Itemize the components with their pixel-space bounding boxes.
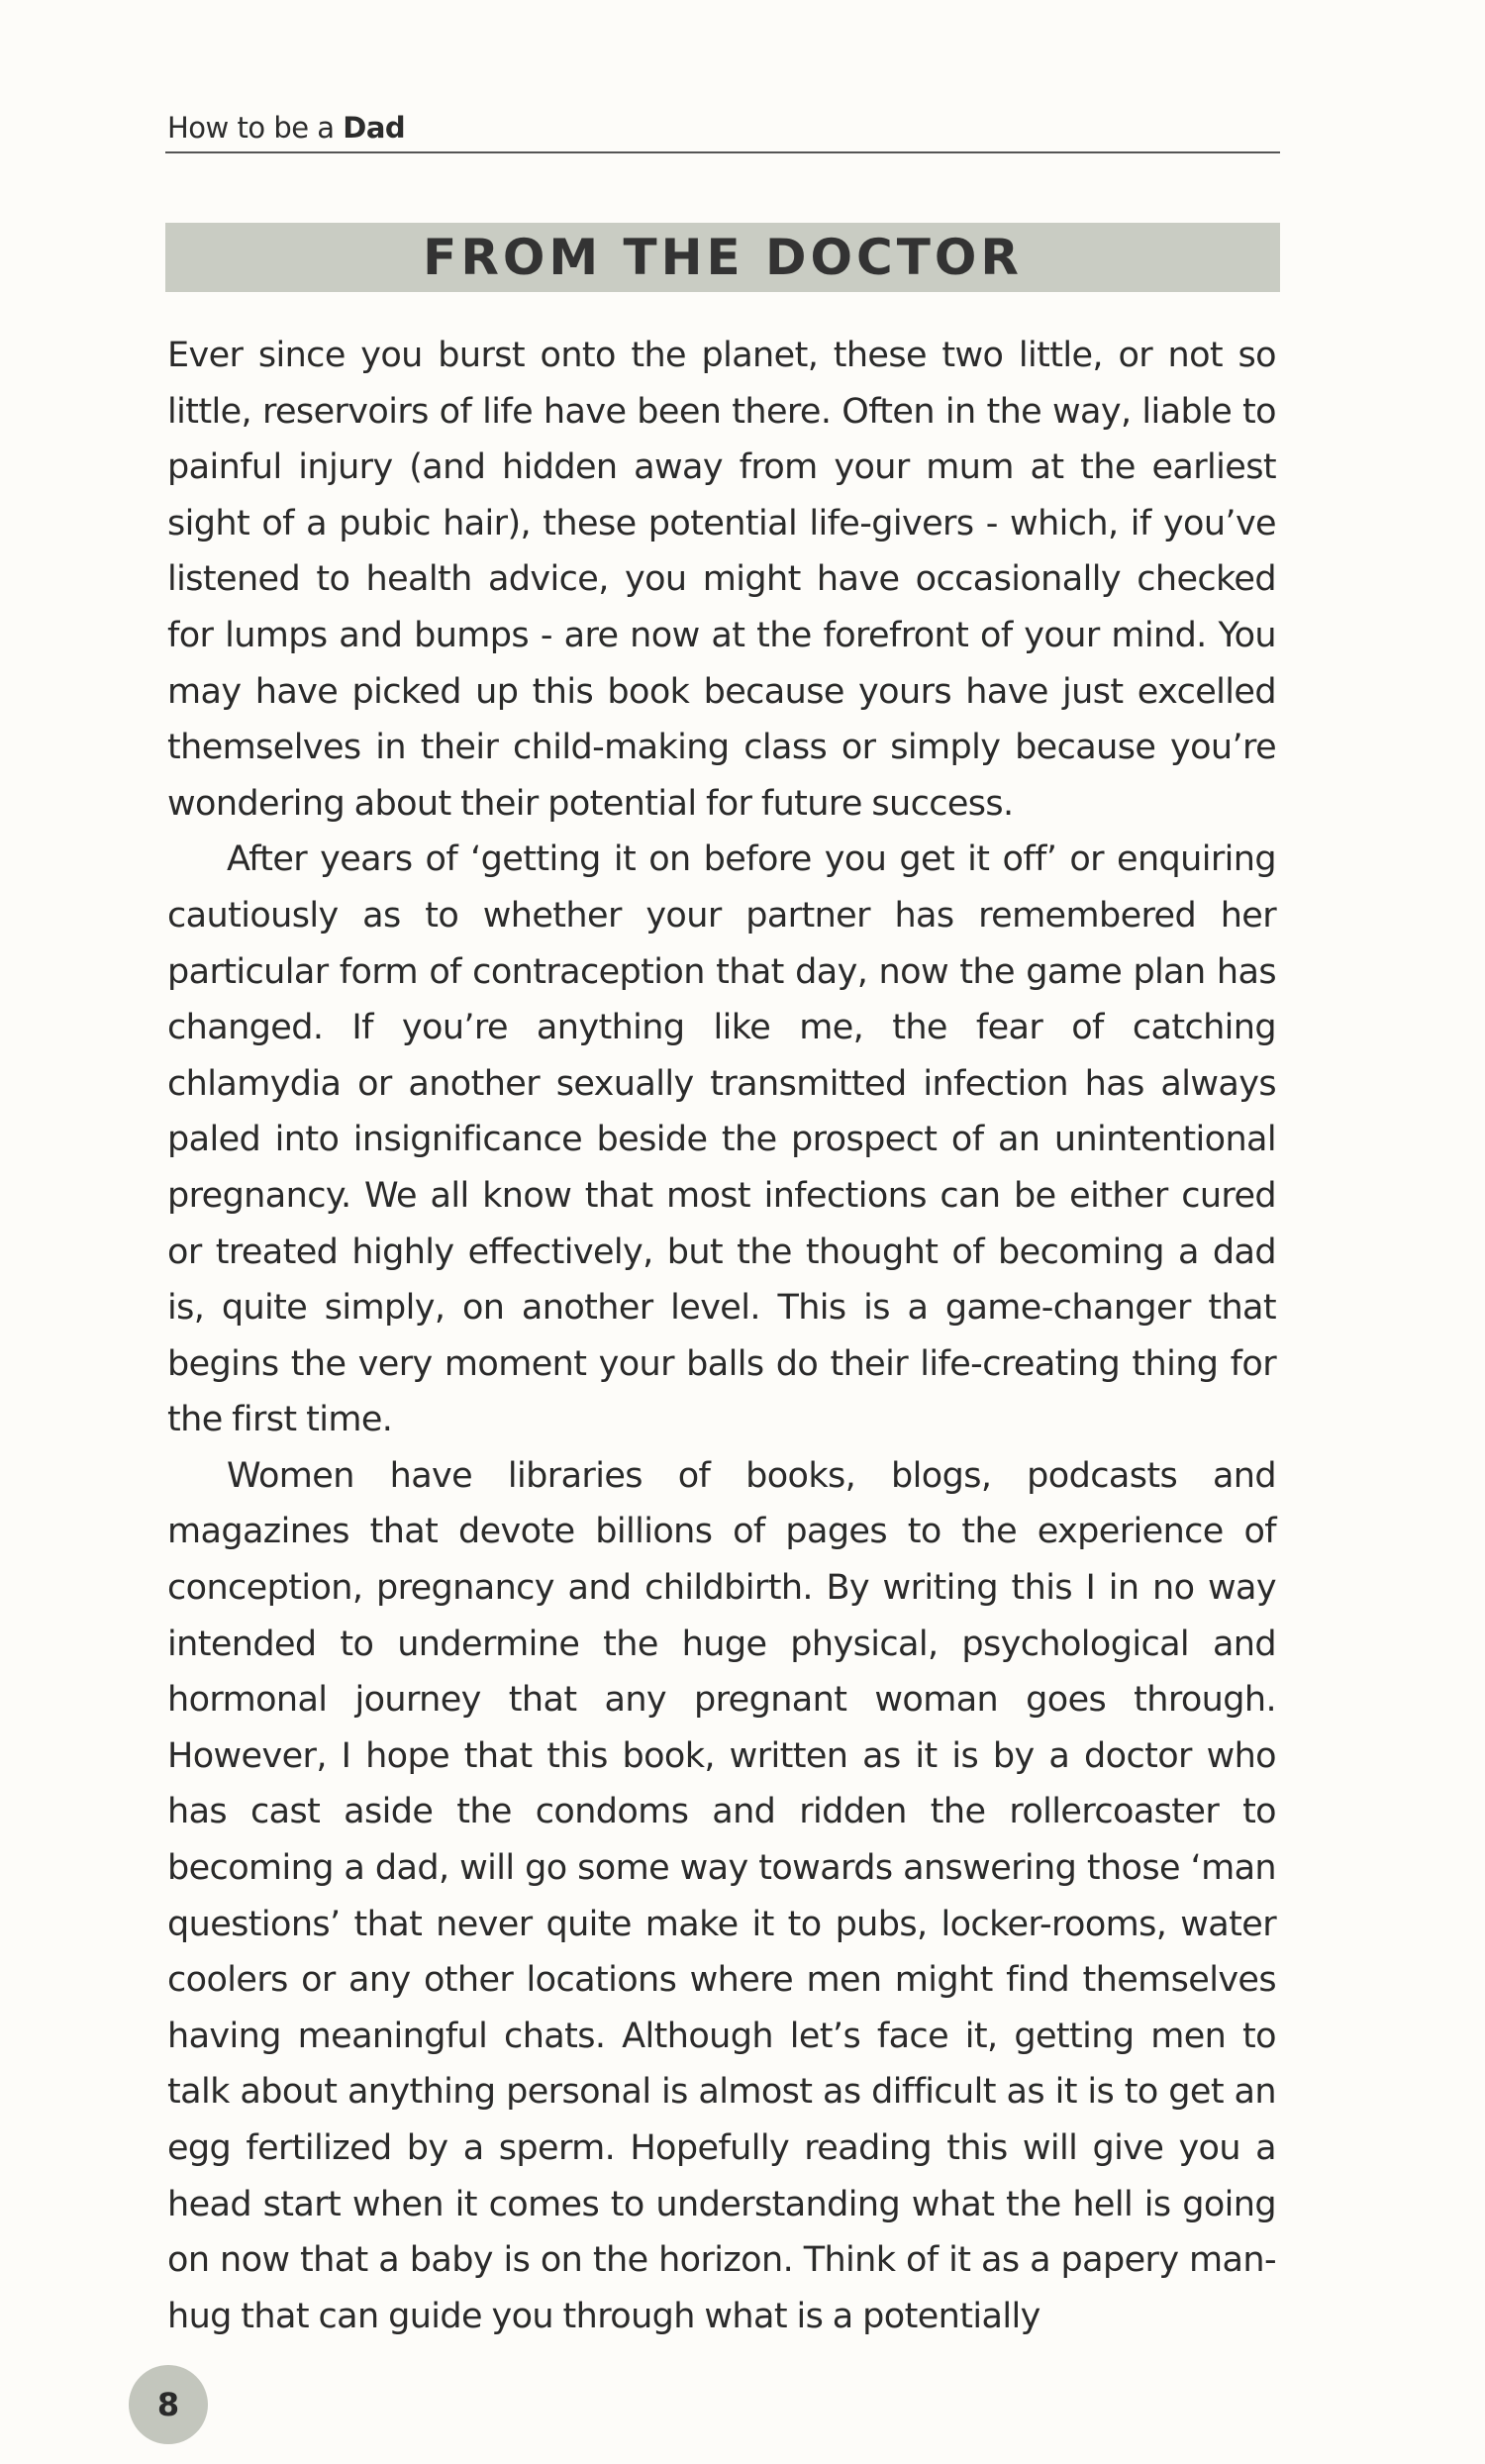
- running-head: [167, 111, 405, 145]
- page-number: 8: [129, 2365, 208, 2444]
- running-head-bold: Dad: [343, 111, 406, 145]
- section-title: FROM THE DOCTOR: [423, 229, 1023, 286]
- paragraph: Women have libraries of books, blogs, podcasts and magazines that devote billions of pages to the experience of conception, pregnancy and childbirth. By writing this I in no way intended to undermine the huge physical, psychological and hormonal journey that any pregnant woman goes through. However, I hope that this book, written as it is by a doctor who has cast aside the condoms and ridden the rollercoaster to becoming a dad, will go some way towards answering those ‘man questions’ that never quite make it to pubs, locker-rooms, water coolers or any other locations where men might find themselves having meaningful chats. Although let’s face it, getting men to talk about anything personal is almost as difficult as it is to get an egg fertilized by a sperm. Hopefully reading this will give you a head start when it comes to understanding what the hell is going on now that a baby is on the horizon. Think of it as a papery man-hug that can guide you through what is a potentially: [167, 1455, 1276, 2336]
- body-text: [167, 328, 1276, 2344]
- running-head-prefix: How to be a: [167, 111, 344, 145]
- paragraph: After years of ‘getting it on before you get it off’ or enquiring cautiously as to whether your partner has remembered her particular form of contraception that day, now the game plan has changed. If you’re anything like me, the fear of catching chlamydia or another sexually transmitted infection has always paled into insignificance beside the prospect of an unintentional pregnancy. We all know that most infections can be either cured or treated highly effectively, but the thought of becoming a dad is, quite simply, on another level. This is a game-changer that begins the very moment your balls do their life-creating thing for the first time.: [167, 839, 1276, 1440]
- header-rule: [165, 151, 1280, 153]
- paragraph: Ever since you burst onto the planet, these two little, or not so little, reservoirs of life have been there. Often in the way, liable to painful injury (and hidden away from your mum at the earliest sight of a pubic hair), these potential life-givers - which, if you’ve listened to health advice, you might have occasionally checked for lumps and bumps - are now at the forefront of your mind. You may have picked up this book because yours have just excelled themselves in their child-making class or simply because you’re wondering about their potential for future success.: [167, 336, 1276, 824]
- section-banner: [165, 223, 1280, 292]
